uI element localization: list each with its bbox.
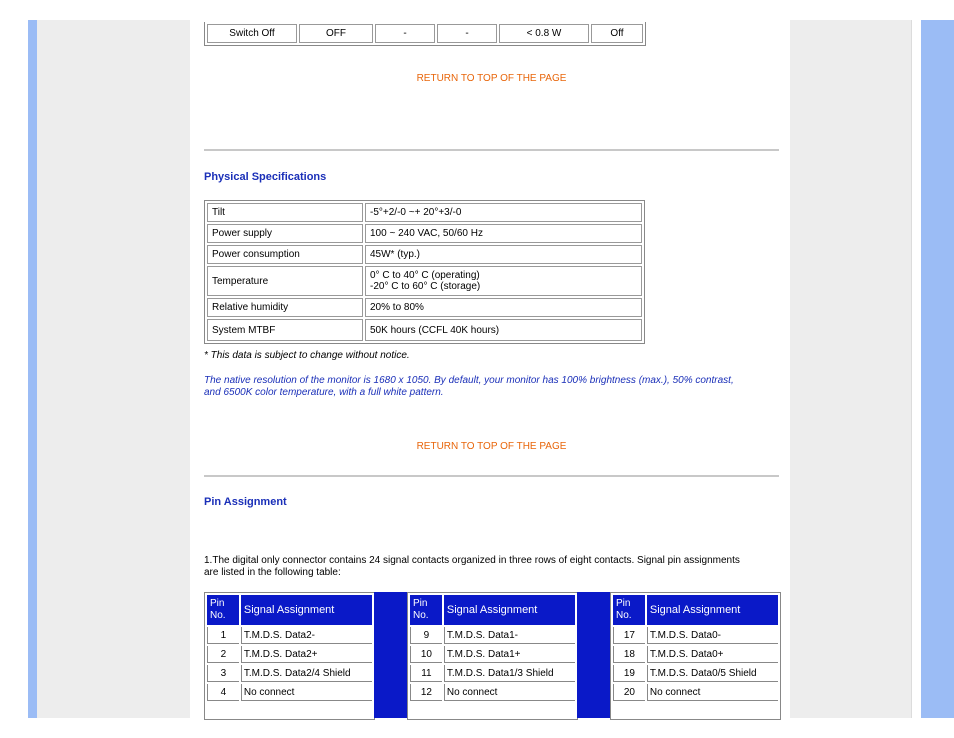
pin-signal: No connect: [647, 684, 778, 701]
intro-line: are listed in the following table:: [204, 567, 341, 578]
section-divider: [204, 475, 779, 477]
spec-value: 50K hours (CCFL 40K hours): [365, 319, 642, 341]
col-header-signal: Signal Assignment: [241, 595, 372, 625]
table-row: [207, 627, 372, 644]
table-row: [207, 665, 372, 682]
pin-number: 18: [613, 646, 645, 663]
table-row: [410, 646, 575, 663]
spec-value: -5°+2/-0 ~+ 20°+3/-0: [365, 203, 642, 222]
pin-intro-text: [204, 555, 764, 579]
right-blue-bar: [921, 20, 954, 718]
pin-signal: T.M.D.S. Data0-: [647, 627, 778, 644]
table-row: [410, 684, 575, 701]
pin-number: 19: [613, 665, 645, 682]
physical-specs-title: Physical Specifications: [204, 171, 327, 183]
col-header-pin-no: Pin No.: [207, 595, 239, 625]
physical-specs-table: [204, 200, 645, 344]
pin-signal: T.M.D.S. Data1+: [444, 646, 575, 663]
intro-line: 1.The digital only connector contains 24 signal contacts organized in three rows of eight contacts. Signal pin assignments: [204, 555, 740, 566]
col-header-pin-no: Pin No.: [410, 595, 442, 625]
pin-table-group-1: [204, 592, 375, 720]
pin-number: 3: [207, 665, 239, 682]
table-row: [207, 224, 642, 243]
table-row: [613, 684, 778, 701]
pin-number: 9: [410, 627, 442, 644]
spec-key: Relative humidity: [207, 298, 363, 317]
return-to-top-link[interactable]: RETURN TO TOP OF THE PAGE: [416, 441, 567, 452]
table-row: [613, 646, 778, 663]
pin-signal: T.M.D.S. Data2+: [241, 646, 372, 663]
pin-signal: T.M.D.S. Data1-: [444, 627, 575, 644]
table-row: [207, 298, 642, 317]
spec-value-line: -20° C to 60° C (storage): [370, 281, 481, 292]
spec-value: 100 ~ 240 VAC, 50/60 Hz: [365, 224, 642, 243]
spec-key: Temperature: [207, 266, 363, 296]
native-note-line: The native resolution of the monitor is 1680 x 1050. By default, your monitor has 100% brightness (max.), 50% contrast,: [204, 375, 734, 386]
native-note-line: and 6500K color temperature, with a full white pattern.: [204, 387, 444, 398]
section-divider: [204, 149, 779, 151]
table-cell: -: [375, 24, 435, 43]
pin-signal: T.M.D.S. Data0/5 Shield: [647, 665, 778, 682]
spec-value: 20% to 80%: [365, 298, 642, 317]
table-cell: -: [437, 24, 497, 43]
spec-value: [365, 266, 642, 296]
table-row: [613, 665, 778, 682]
pin-signal: T.M.D.S. Data2/4 Shield: [241, 665, 372, 682]
table-cell: OFF: [299, 24, 373, 43]
pin-number: 4: [207, 684, 239, 701]
col-header-signal: Signal Assignment: [647, 595, 778, 625]
pin-number: 10: [410, 646, 442, 663]
pin-number: 1: [207, 627, 239, 644]
pin-signal: No connect: [241, 684, 372, 701]
table-row: [207, 684, 372, 701]
spec-value: 45W* (typ.): [365, 245, 642, 264]
pin-number: 20: [613, 684, 645, 701]
pin-signal: T.M.D.S. Data1/3 Shield: [444, 665, 575, 682]
table-row: [207, 24, 643, 43]
table-header-row: [207, 595, 372, 625]
table-header-row: [410, 595, 575, 625]
pin-table-group-3: [610, 592, 781, 720]
spec-key: System MTBF: [207, 319, 363, 341]
table-row: [207, 266, 642, 296]
power-management-table: [204, 22, 646, 46]
pin-signal: T.M.D.S. Data0+: [647, 646, 778, 663]
left-gray-margin: [37, 20, 190, 718]
table-header-row: [613, 595, 778, 625]
pin-signal: T.M.D.S. Data2-: [241, 627, 372, 644]
table-cell: Off: [591, 24, 643, 43]
pin-number: 2: [207, 646, 239, 663]
spec-key: Power supply: [207, 224, 363, 243]
table-cell: Switch Off: [207, 24, 297, 43]
table-row: [207, 646, 372, 663]
col-header-pin-no: Pin No.: [613, 595, 645, 625]
spec-key: Power consumption: [207, 245, 363, 264]
pin-assignment-title: Pin Assignment: [204, 496, 287, 508]
native-resolution-note: [204, 375, 764, 399]
table-row: [207, 203, 642, 222]
table-row: [207, 245, 642, 264]
table-row: [410, 665, 575, 682]
spec-value-line: 0° C to 40° C (operating): [370, 270, 480, 281]
pin-table-group-2: [407, 592, 578, 720]
col-header-signal: Signal Assignment: [444, 595, 575, 625]
table-cell: < 0.8 W: [499, 24, 589, 43]
return-to-top-link[interactable]: RETURN TO TOP OF THE PAGE: [416, 73, 567, 84]
pin-number: 17: [613, 627, 645, 644]
pin-table-separator: [577, 592, 610, 718]
table-row: [207, 319, 642, 341]
pin-table-separator: [374, 592, 407, 718]
pin-number: 12: [410, 684, 442, 701]
left-blue-bar: [28, 20, 37, 718]
pin-number: 11: [410, 665, 442, 682]
spec-key: Tilt: [207, 203, 363, 222]
table-row: [410, 627, 575, 644]
right-gray-margin: [790, 20, 911, 718]
pin-signal: No connect: [444, 684, 575, 701]
disclaimer-note: * This data is subject to change without notice.: [204, 350, 410, 361]
table-row: [613, 627, 778, 644]
